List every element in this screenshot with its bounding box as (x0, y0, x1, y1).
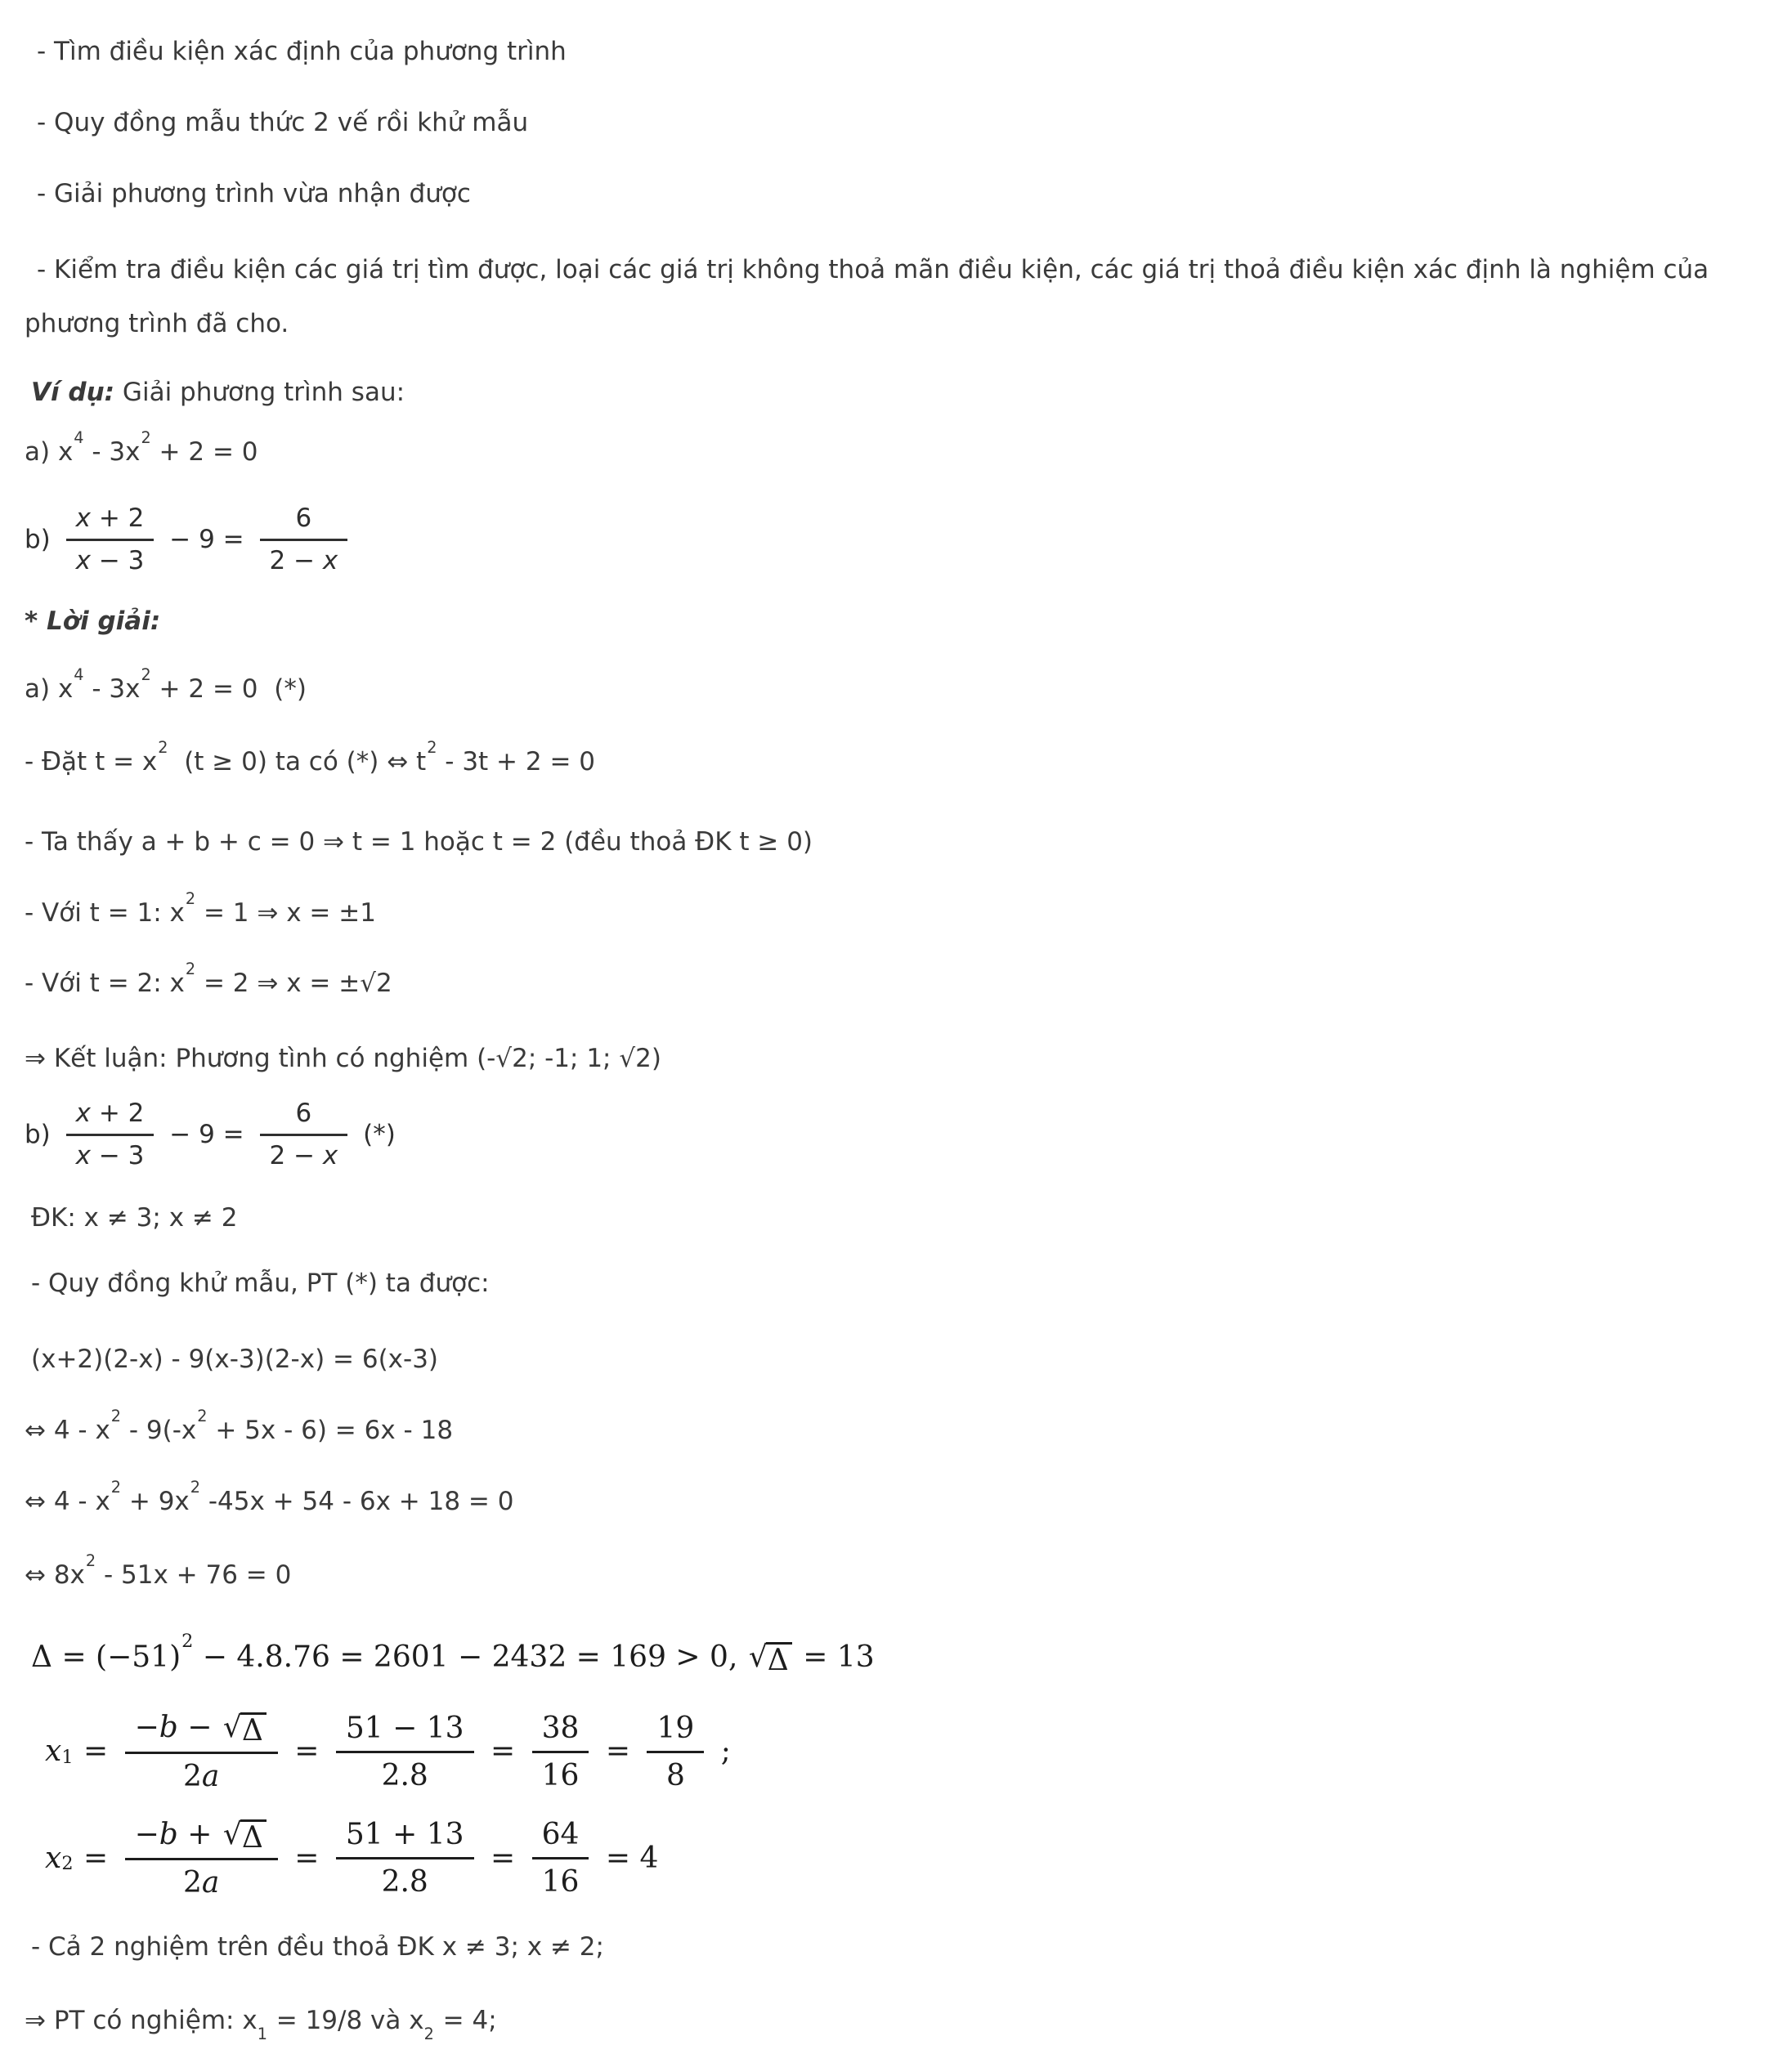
fraction-numerator (260, 501, 348, 541)
fraction-numerator (336, 1708, 474, 1753)
solution-b-conclusion (0, 2004, 1765, 2043)
text-span: 64 (541, 1818, 580, 1852)
text-span: − (177, 1711, 222, 1744)
superscript: 2 (190, 1478, 200, 1497)
text-span: - Cả 2 nghiệm trên đều thoả ĐK x ≠ 3; x ≠ 2; (31, 1932, 604, 1962)
text-span: = (596, 1734, 640, 1769)
math-variable: x (322, 1140, 338, 1170)
superscript: 2 (158, 738, 168, 758)
math-fraction (66, 501, 155, 579)
text-span: - Với t = 1: x (25, 898, 185, 928)
equation-a-statement (0, 428, 1765, 468)
text-span: + 9x (121, 1487, 190, 1516)
text-span: = (481, 1734, 525, 1769)
solution-a-case-t2 (0, 960, 1765, 1000)
text-span: 19 (656, 1711, 695, 1745)
method-step-find-condition (0, 35, 1765, 68)
text-span: = (74, 1734, 118, 1769)
radicand (240, 1712, 267, 1748)
text-span: Δ = (−51) (31, 1640, 181, 1674)
method-step-check-condition (0, 243, 1765, 351)
text-span: (t ≥ 0) ta có (*) ⇔ t (168, 747, 427, 776)
math-fraction (336, 1708, 474, 1796)
fraction-denominator (66, 1136, 155, 1174)
text-span: 2 (183, 1866, 202, 1900)
math-fraction (125, 1707, 278, 1797)
math-fraction (260, 501, 348, 579)
fraction-denominator (125, 1754, 278, 1797)
method-step-common-denominator (0, 106, 1765, 139)
fraction-denominator (532, 1753, 589, 1796)
text-span: - Quy đồng khử mẫu, PT (*) ta được: (31, 1269, 490, 1298)
superscript: 2 (185, 960, 196, 979)
text-span: 2.8 (381, 1865, 428, 1900)
text-span: = 2 ⇒ x = ±√2 (195, 969, 392, 998)
text-span: = 4; (434, 2006, 497, 2036)
text-span: − (134, 1817, 159, 1851)
fraction-denominator (336, 1859, 474, 1902)
text-span: ⇔ 4 - x (25, 1416, 110, 1445)
text-span: 2 − (269, 545, 323, 575)
text-span: b) (25, 1120, 59, 1149)
fraction-denominator (260, 1136, 348, 1174)
bold-italic-label: * Lời giải: (25, 606, 161, 636)
math-fraction (532, 1815, 589, 1902)
math-fraction (532, 1708, 589, 1796)
text-span: (*) (355, 1120, 396, 1149)
radicand (766, 1642, 792, 1677)
subscript: 1 (257, 2024, 267, 2043)
text-span: -45x + 54 - 6x + 18 = 0 (200, 1487, 514, 1516)
text-span: + 5x - 6) = 6x - 18 (207, 1416, 454, 1445)
solution-b-check (0, 1931, 1765, 1963)
text-span: (x+2)(2-x) - 9(x-3)(2-x) = 6(x-3) (31, 1345, 439, 1374)
solution-b-delta (0, 1630, 1765, 1680)
text-span: a) x (25, 437, 74, 467)
text-span: 2 (183, 1759, 202, 1793)
text-span: - Ta thấy a + b + c = 0 ⇒ t = 1 hoặc t = 2 (đều thoả ĐK t ≥ 0) (25, 827, 813, 857)
text-span: - Tìm điều kiện xác định của phương trình (37, 37, 567, 66)
fraction-numerator (66, 1096, 155, 1136)
square-root (749, 1642, 792, 1677)
text-span: ⇔ 8x (25, 1560, 85, 1590)
text-span: - 51x + 76 = 0 (96, 1560, 292, 1590)
math-variable: x (322, 545, 338, 575)
fraction-numerator (532, 1708, 589, 1753)
text-span: - Giải phương trình vừa nhận được (37, 179, 471, 208)
text-span: Giải phương trình sau: (114, 378, 405, 407)
square-root (223, 1712, 267, 1748)
method-step-solve (0, 177, 1765, 210)
text-span: ⇔ 4 - x (25, 1487, 110, 1516)
text-span: = 4 (596, 1841, 659, 1875)
solution-a-abc-rule (0, 826, 1765, 858)
solution-b-step-1 (0, 1407, 1765, 1447)
solution-heading (0, 605, 1765, 638)
text-span: − 9 = (161, 1120, 253, 1149)
solution-b-expanded-equation (0, 1343, 1765, 1376)
math-variable: a (201, 1759, 220, 1793)
math-variable: x (45, 1734, 62, 1769)
text-span: Δ (767, 1644, 789, 1677)
math-fraction (260, 1096, 348, 1174)
fraction-denominator (66, 541, 155, 579)
solution-b-root-x2: x $_2$ = −b + √ Δ 2a = $\frac{51 + 13}{2.8}$ = $\frac{64}{16}$ = 4 (0, 1815, 1765, 1904)
text-span: + 2 = 0 (*) (150, 674, 307, 704)
text-span: - 9(-x (121, 1416, 197, 1445)
text-span: - 3x (83, 437, 141, 467)
math-variable: b (159, 1711, 178, 1744)
superscript: 2 (181, 1630, 194, 1652)
text-span: - Với t = 2: x (25, 969, 185, 998)
superscript: 2 (427, 738, 437, 758)
text-span: 16 (541, 1865, 580, 1900)
solution-a-substitution (0, 738, 1765, 778)
text-span: = 19/8 và x (267, 2006, 424, 2036)
radical-sign-icon: √ (222, 1711, 242, 1744)
text-span: 51 + 13 (345, 1818, 464, 1852)
solution-b-condition (0, 1202, 1765, 1234)
fraction-numerator (647, 1708, 704, 1753)
fraction-numerator (66, 501, 155, 541)
fraction-numerator (336, 1815, 474, 1859)
fraction-denominator (125, 1860, 278, 1903)
math-variable: x (75, 1140, 91, 1170)
text-span: 2.8 (381, 1758, 428, 1792)
fraction-numerator (125, 1707, 278, 1754)
text-span: = (74, 1841, 118, 1875)
fraction-denominator (647, 1753, 704, 1796)
superscript: 2 (110, 1478, 122, 1497)
text-span: 51 − 13 (345, 1711, 464, 1745)
text-span: - Đặt t = x (25, 747, 158, 776)
math-variable: a (201, 1866, 220, 1900)
square-root (223, 1819, 267, 1855)
text-span: a) x (25, 674, 74, 704)
text-span: 6 (295, 503, 312, 533)
text-span: = 1 ⇒ x = ±1 (195, 898, 376, 928)
text-span: + 2 = 0 (150, 437, 258, 467)
math-fraction (66, 1096, 155, 1174)
text-span: - Kiểm tra điều kiện các giá trị tìm được, loại các giá trị không thoả mãn điều kiện, các giá trị thoả điều kiện xác định là nghiệm của phương trình đã cho. (25, 255, 1718, 338)
text-span: 2 − (269, 1140, 323, 1170)
text-span: − 3 (91, 545, 145, 575)
math-variable: b (159, 1817, 178, 1851)
text-span: − 3 (91, 1140, 145, 1170)
equation-b-statement (0, 500, 1765, 579)
example-heading (0, 376, 1765, 409)
bold-italic-label: Ví dụ: (31, 378, 115, 407)
text-span: + (177, 1817, 222, 1851)
solution-b-step-2 (0, 1478, 1765, 1518)
superscript: 2 (85, 1551, 96, 1571)
math-variable: x (75, 503, 91, 533)
math-variable: x (75, 545, 91, 575)
text-span: Δ (241, 1714, 263, 1748)
text-span: Δ (241, 1820, 263, 1855)
text-span: b) (25, 525, 59, 554)
text-span: ; (711, 1734, 731, 1769)
solution-b-clear-denominator (0, 1267, 1765, 1300)
solution-b-quadratic (0, 1551, 1765, 1591)
math-variable: x (45, 1841, 62, 1875)
fraction-denominator (260, 541, 348, 579)
superscript: 2 (141, 428, 151, 448)
text-span: 8 (665, 1758, 685, 1792)
math-fraction (336, 1815, 474, 1902)
text-span: − 4.8.76 = 2601 − 2432 = 169 > 0, (193, 1640, 747, 1674)
math-fraction (125, 1815, 278, 1904)
text-span: = (284, 1734, 329, 1769)
text-span: − (134, 1711, 159, 1744)
text-span: 16 (541, 1758, 580, 1792)
superscript: 2 (185, 889, 196, 909)
text-span: − 9 = (161, 525, 253, 554)
text-span: 6 (295, 1098, 312, 1128)
radical-sign-icon: √ (222, 1817, 242, 1851)
fraction-denominator (336, 1753, 474, 1796)
fraction-denominator (532, 1859, 589, 1902)
text-span: ⇒ PT có nghiệm: x (25, 2006, 258, 2036)
text-span: + 2 (91, 1098, 145, 1128)
text-span: = (284, 1841, 329, 1875)
solution-a-restate (0, 665, 1765, 705)
radicand (240, 1819, 267, 1855)
math-variable: x (75, 1098, 91, 1128)
text-span: - 3t + 2 = 0 (437, 747, 596, 776)
fraction-numerator (260, 1096, 348, 1136)
fraction-numerator (125, 1815, 278, 1861)
text-span: + 2 (91, 503, 145, 533)
text-span: = (481, 1841, 525, 1875)
solution-a-case-t1 (0, 889, 1765, 929)
math-fraction (647, 1708, 704, 1796)
subscript: 2 (423, 2024, 434, 2043)
solution-b-restate (0, 1095, 1765, 1174)
text-span: ⇒ Kết luận: Phương tình có nghiệm (-√2; -1; 1; √2) (25, 1044, 661, 1073)
fraction-numerator (532, 1815, 589, 1859)
superscript: 4 (74, 665, 84, 685)
superscript: 2 (110, 1407, 122, 1426)
superscript: 2 (197, 1407, 208, 1426)
text-span: ĐK: x ≠ 3; x ≠ 2 (31, 1203, 238, 1233)
text-span: = 13 (793, 1640, 875, 1674)
superscript: 2 (141, 665, 151, 685)
text-span: - 3x (83, 674, 141, 704)
text-span: - Quy đồng mẫu thức 2 vế rồi khử mẫu (37, 108, 529, 137)
solution-b-root-x1: x $_1$ = −b − √ Δ 2a = $\frac{51 - 13}{2.8}$ = $\frac{38}{16}$ = $\frac{19}{8}$ ; (0, 1707, 1765, 1797)
solution-a-conclusion (0, 1042, 1765, 1075)
text-span: 38 (541, 1711, 580, 1745)
superscript: 4 (74, 428, 84, 448)
radical-sign-icon: √ (748, 1640, 768, 1674)
